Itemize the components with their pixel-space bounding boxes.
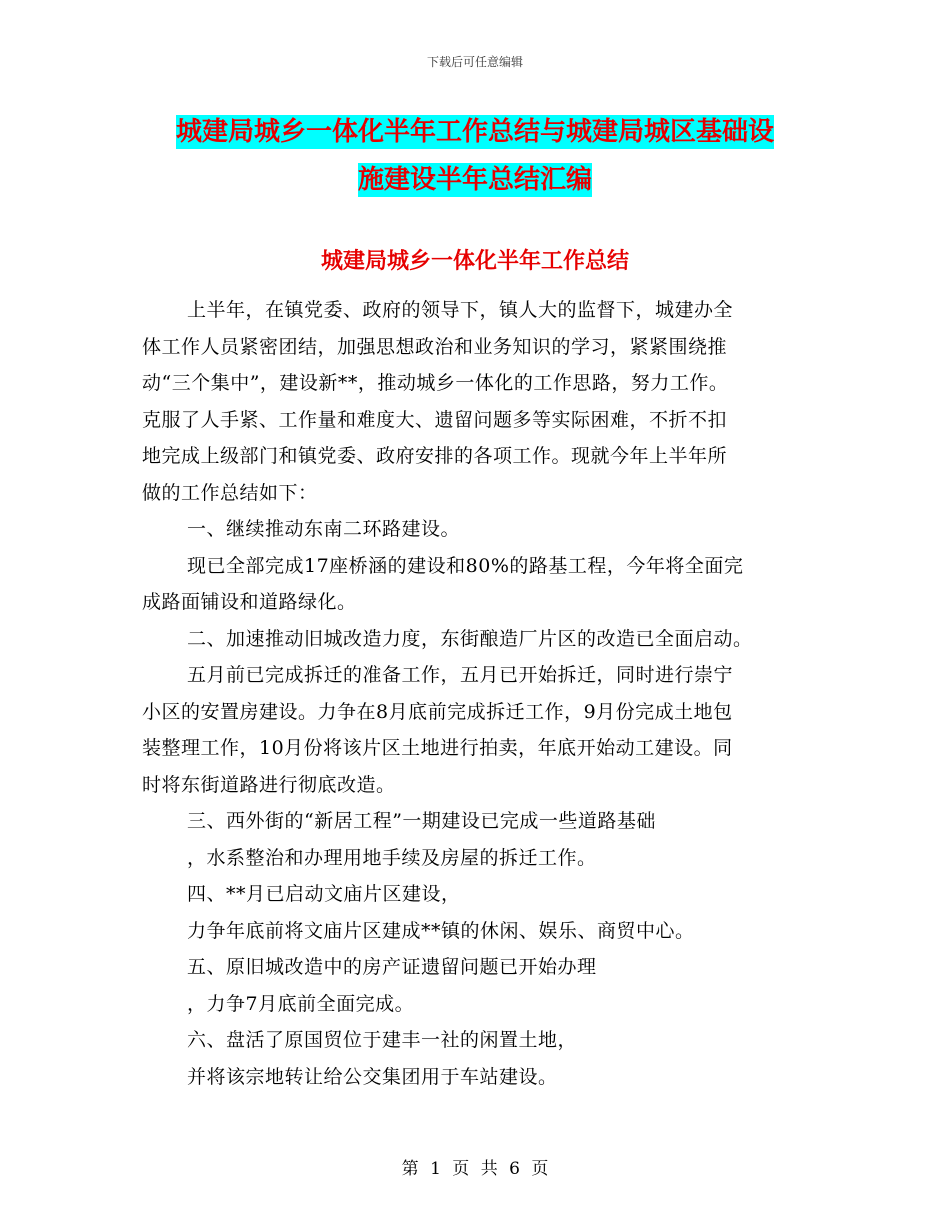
body-line: 体工作人员紧密团结，加强思想政治和业务知识的学习，紧紧围绕推 <box>142 335 728 358</box>
title-line-1: 城建局城乡一体化半年工作总结与城建局城区基础设 <box>175 117 774 147</box>
body-line: 小区的安置房建设。力争在8月底前完成拆迁工作，9月份完成土地包 <box>142 700 733 723</box>
body-line: 时将东街道路进行彻底改造。 <box>142 773 396 796</box>
body-line: 现已全部完成17座桥涵的建设和80%的路基工程，今年将全面完 <box>187 554 744 577</box>
title-line-2: 施建设半年总结汇编 <box>357 165 592 195</box>
body-line: 装整理工作，10月份将该片区土地进行拍卖，年底开始动工建设。同 <box>142 737 733 759</box>
body-line: 五、原旧城改造中的房产证遗留问题已开始办理 <box>187 956 597 978</box>
body-line: 动“三个集中”，建设新**，推动城乡一体化的工作思路，努力工作。 <box>142 372 729 394</box>
body-line: 成路面铺设和道路绿化。 <box>142 591 357 613</box>
section-title: 城建局城乡一体化半年工作总结 <box>320 249 629 274</box>
header-note: 下载后可任意编辑 <box>426 55 523 69</box>
body-line: 五月前已完成拆迁的准备工作，五月已开始拆迁，同时进行崇宁 <box>187 664 734 686</box>
body-line: 地完成上级部门和镇党委、政府安排的各项工作。现就今年上半年所 <box>142 445 728 467</box>
body-line: ，力争7月底前全面完成。 <box>187 992 415 1015</box>
body-line: 力争年底前将文庙片区建成**镇的休闲、娱乐、商贸中心。 <box>187 919 695 942</box>
body-line: 三、西外街的“新居工程”一期建设已完成一些道路基础 <box>187 810 656 832</box>
body-line: 二、加速推动旧城改造力度，东街酿造厂片区的改造已全面启动。 <box>187 627 753 650</box>
body-line: 四、**月已启动文庙片区建设， <box>187 883 461 905</box>
body-line: 克服了人手紧、工作量和难度大、遗留问题多等实际困难，不折不扣 <box>142 408 728 431</box>
body-line: 并将该宗地转让给公交集团用于车站建设。 <box>187 1065 558 1088</box>
body-line: 做的工作总结如下： <box>142 481 318 504</box>
body-line: 上半年，在镇党委、政府的领导下，镇人大的监督下，城建办全 <box>187 299 734 321</box>
body-line: ，水系整治和办理用地手续及房屋的拆迁工作。 <box>187 846 597 869</box>
body-line: 一、继续推动东南二环路建设。 <box>187 518 461 540</box>
document-title <box>150 108 800 204</box>
body-line: 六、盘活了原国贸位于建丰一社的闲置土地， <box>187 1029 578 1051</box>
body-text <box>142 292 817 1095</box>
page-footer: 第 1 页 共 6 页 <box>401 1159 549 1179</box>
